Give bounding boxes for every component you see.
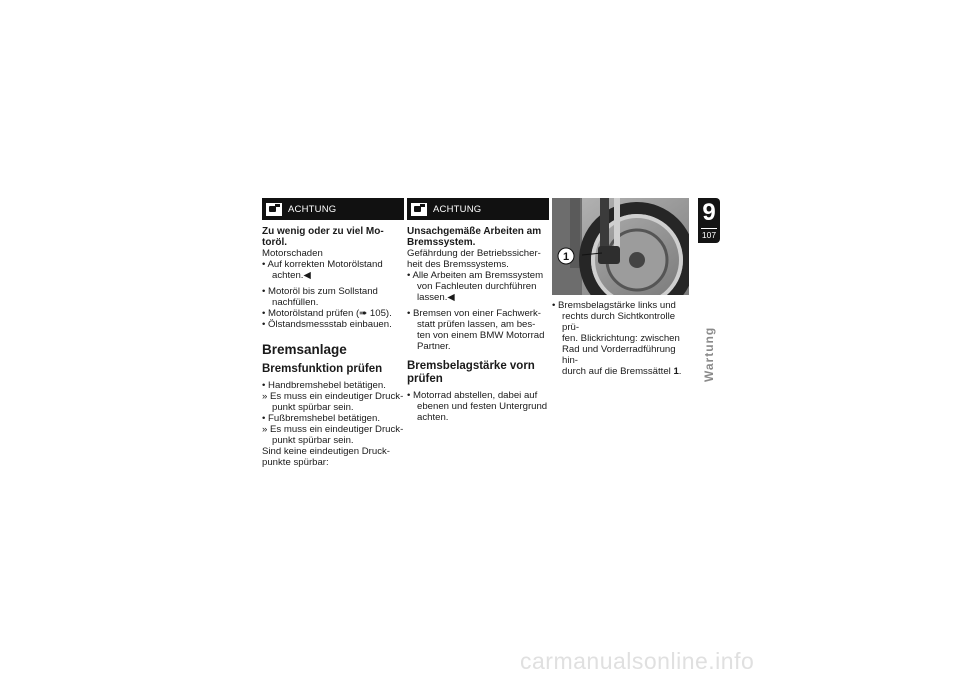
list-item: • Motorrad abstellen, dabei auf ebenen und festen Untergrund achten. <box>407 390 548 423</box>
list-item <box>552 300 692 377</box>
warning-box <box>407 198 549 220</box>
warning-hand-icon <box>266 203 282 216</box>
chapter-number: 9 <box>702 199 716 226</box>
warning-title: Zu wenig oder zu viel Mo- toröl. <box>262 226 384 248</box>
step-reference: 1 <box>673 366 679 377</box>
warning-hand-icon <box>411 203 427 216</box>
sub-heading: Bremsbelagstärke vorn prüfen <box>407 360 535 385</box>
warning-title: Unsachgemäße Arbeiten am Bremssystem. <box>407 226 542 248</box>
list-item: » Es muss ein eindeutiger Druck- punkt spürbar sein. <box>262 424 404 446</box>
section-heading: Bremsanlage <box>262 342 347 357</box>
watermark: carmanualsonline.info <box>520 648 755 674</box>
photo-callout-label: 1 <box>562 251 570 263</box>
list-item: • Handbremshebel betätigen. <box>262 380 386 391</box>
list-item: • Fußbremshebel betätigen. <box>262 413 381 424</box>
warning-box <box>262 198 404 220</box>
column-1 <box>262 198 404 468</box>
front-wheel-illustration <box>552 198 689 295</box>
warning-sub: Gefährdung der Betriebssicher- heit des Bremssystems. <box>407 248 541 270</box>
step-end: . <box>678 366 682 377</box>
column-2 <box>407 198 549 423</box>
page-number: 107 <box>701 230 717 240</box>
sub-heading: Bremsfunktion prüfen <box>262 363 383 375</box>
chapter-tab <box>698 198 720 243</box>
list-item: • Bremsen von einer Fachwerk- statt prüfen lassen, am bes- ten von einem BMW Motorrad Partner. <box>407 308 545 352</box>
warning-item: • Alle Arbeiten am Bremssystem von Fachleuten durchführen lassen.◀ <box>407 270 544 303</box>
list-item: • Motoröl bis zum Sollstand nachfüllen. <box>262 286 378 308</box>
list-item: • Ölstandsmessstab einbauen. <box>262 319 392 330</box>
body-text: Sind keine eindeutigen Druck- punkte spürbar: <box>262 446 390 468</box>
warning-label: ACHTUNG <box>433 203 482 215</box>
list-item: • Motorölstand prüfen (➠ 105). <box>262 308 392 319</box>
list-item: » Es muss ein eindeutiger Druck- punkt spürbar sein. <box>262 391 404 413</box>
warning-sub: Motorschaden <box>262 248 323 259</box>
warning-label: ACHTUNG <box>288 203 337 215</box>
step-text: • Bremsbelagstärke links und rechts durch Sichtkontrolle prü- fen. Blickrichtung: zwischen Rad und Vorderradführung hin- durch auf die Bremssättel <box>552 300 680 377</box>
section-title: Wartung <box>702 326 716 382</box>
brake-photo <box>552 198 689 295</box>
warning-item: • Auf korrekten Motorölstand achten.◀ <box>262 259 383 281</box>
column-3 <box>552 300 692 377</box>
